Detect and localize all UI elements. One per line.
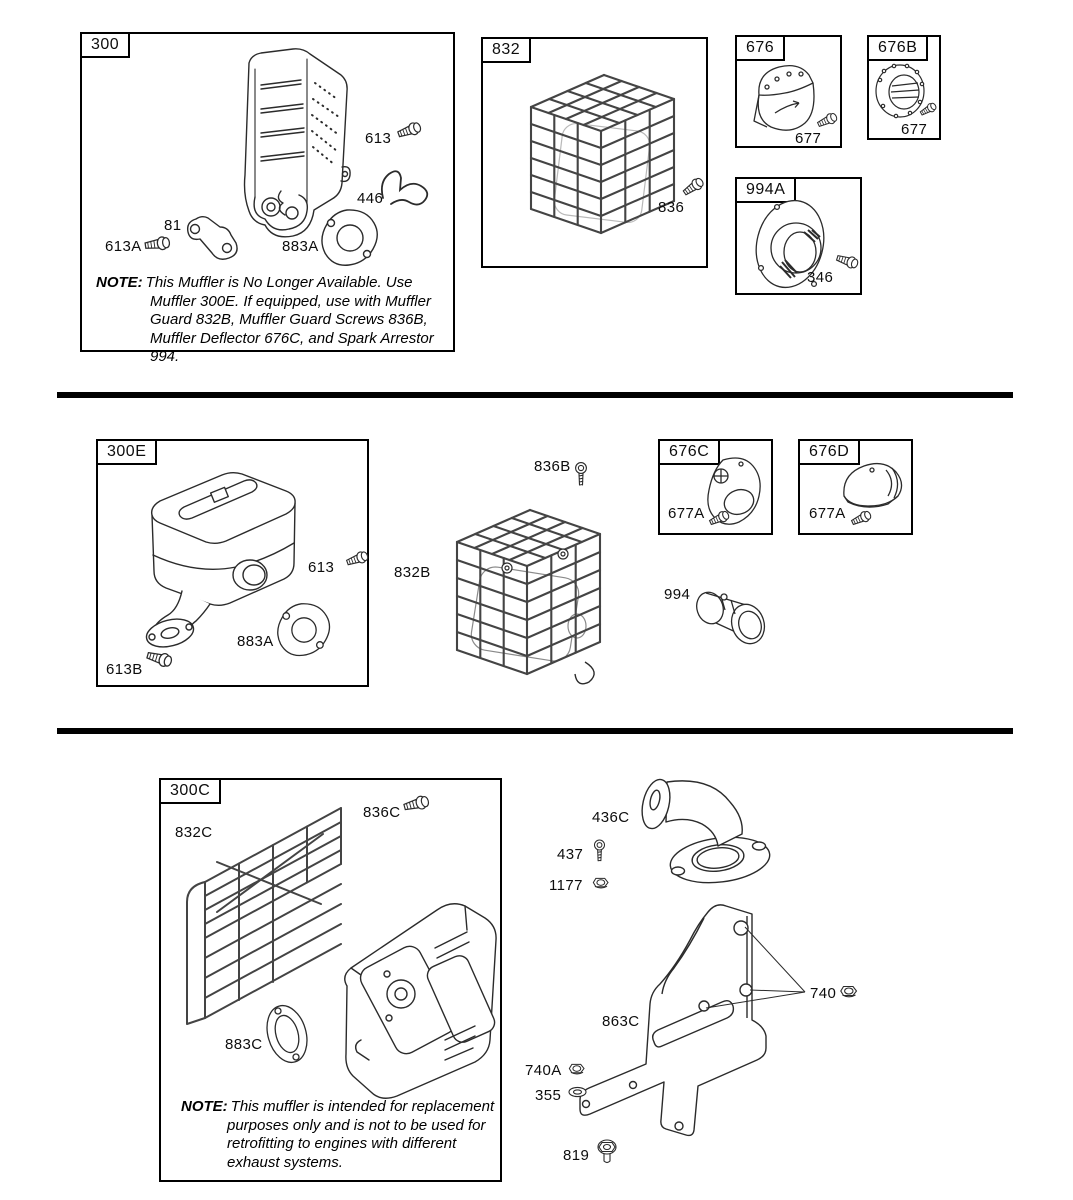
part-label-883C: 883C	[225, 1036, 263, 1053]
separator-bar-2	[57, 728, 1013, 734]
screw-icon-836C	[399, 790, 433, 817]
part-label-355: 355	[535, 1087, 562, 1104]
muffler-guard-832B-drawing	[435, 476, 615, 690]
part-label-863C: 863C	[602, 1013, 640, 1030]
washer-icon-355	[568, 1086, 587, 1098]
part-label-819: 819	[563, 1147, 590, 1164]
box-300E	[96, 439, 369, 687]
muffler-guard-832-drawing	[506, 49, 681, 256]
note-300C	[181, 1098, 499, 1172]
part-label-740: 740	[810, 985, 837, 1002]
nut-icon-740A	[568, 1062, 586, 1076]
part-label-677A-676C: 677A	[668, 505, 705, 522]
part-label-836C: 836C	[363, 804, 401, 821]
screw-icon-613-300E	[342, 547, 372, 571]
note-300-text: This Muffler is No Longer Available. Use Muffler 300E. If equipped, use with Muffler Guard 832B, Muffler Guard Screws 836B, Muffler Deflector 676C, and Spark Arrestor 994.	[145, 274, 434, 365]
box-tab-994A: 994A	[735, 177, 796, 203]
part-label-81: 81	[164, 217, 182, 234]
part-label-613A: 613A	[105, 238, 142, 255]
box-tab-300C: 300C	[159, 778, 221, 804]
part-label-883A-300E: 883A	[237, 633, 274, 650]
gasket-883C-drawing	[265, 1002, 309, 1066]
nut-icon-740	[840, 984, 858, 999]
box-tab-676D: 676D	[798, 439, 860, 465]
deflector-676D-drawing	[838, 458, 906, 510]
part-label-346: 346	[807, 269, 834, 286]
separator-bar-1	[57, 392, 1013, 398]
screw-icon-677A-676D	[847, 507, 875, 531]
box-tab-300: 300	[80, 32, 130, 58]
part-label-836B: 836B	[534, 458, 571, 475]
part-label-436C: 436C	[592, 809, 630, 826]
wire-446-drawing	[377, 162, 435, 216]
part-label-437: 437	[557, 846, 584, 863]
box-832	[481, 37, 708, 268]
part-label-677-676: 677	[795, 130, 822, 147]
box-676D	[798, 439, 913, 535]
bolt-icon-819	[597, 1138, 617, 1164]
screw-icon-836	[678, 173, 708, 201]
part-label-740A: 740A	[525, 1062, 562, 1079]
deflector-676-drawing	[747, 61, 822, 135]
part-label-446: 446	[357, 190, 384, 207]
screw-icon-613B	[142, 645, 176, 672]
gasket-883A-300E-drawing	[275, 599, 333, 661]
part-label-613-300E: 613	[308, 559, 335, 576]
part-label-994: 994	[664, 586, 691, 603]
part-label-613: 613	[365, 130, 392, 147]
muffler-300C-drawing	[317, 890, 501, 1102]
part-label-832C: 832C	[175, 824, 213, 841]
part-label-883A: 883A	[282, 238, 319, 255]
part-label-832B: 832B	[394, 564, 431, 581]
note-300-prefix: NOTE:	[96, 274, 143, 291]
note-300	[96, 274, 451, 367]
note-300C-prefix: NOTE:	[181, 1098, 228, 1115]
note-300C-text: This muffler is intended for replacement purposes only and is not to be used for retrofitting to engines with different exhaust systems.	[227, 1098, 495, 1171]
box-300C	[159, 778, 502, 1182]
screw-icon-613	[393, 118, 425, 144]
box-300	[80, 32, 455, 365]
box-676B	[867, 35, 941, 140]
gasket-883A-drawing	[319, 207, 381, 269]
box-tab-676: 676	[735, 35, 785, 61]
box-tab-676B: 676B	[867, 35, 928, 61]
box-tab-832: 832	[481, 37, 531, 63]
box-tab-676C: 676C	[658, 439, 720, 465]
screw-icon-437	[593, 839, 606, 864]
part-label-677-676B: 677	[901, 121, 928, 138]
exhaust-elbow-436C-drawing	[630, 776, 776, 886]
part-label-613B: 613B	[106, 661, 143, 678]
box-676C	[658, 439, 773, 535]
box-tab-300E: 300E	[96, 439, 157, 465]
spark-arrestor-994-drawing	[693, 583, 767, 647]
box-676	[735, 35, 842, 148]
strap-81-drawing	[182, 215, 246, 263]
part-label-677A-676D: 677A	[809, 505, 846, 522]
part-label-836: 836	[658, 199, 685, 216]
nut-icon-1177	[592, 876, 610, 890]
screw-icon-613A	[141, 233, 173, 255]
screw-icon-346	[832, 249, 862, 272]
part-label-1177: 1177	[549, 877, 583, 894]
box-994A	[735, 177, 862, 295]
